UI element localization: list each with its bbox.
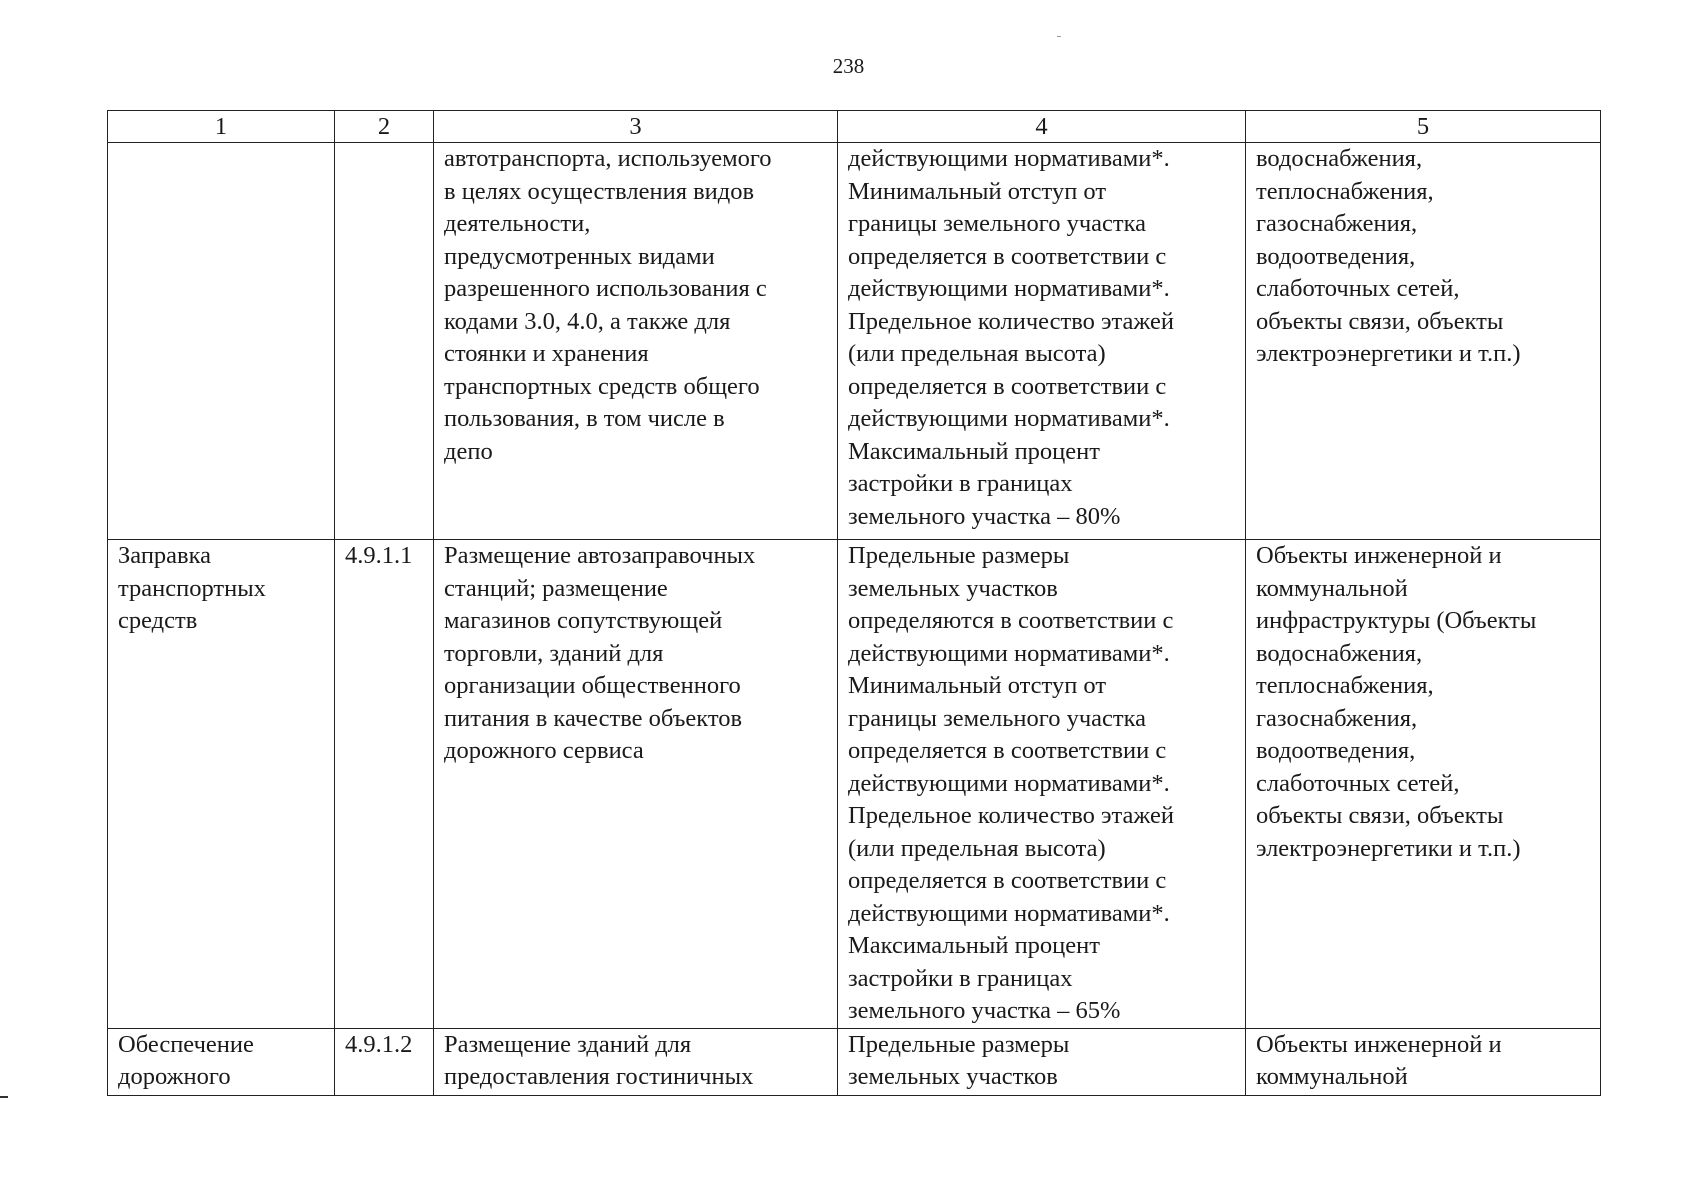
table-row [108,1028,1601,1095]
cell-use-name [108,1028,335,1095]
cell-parameters [838,540,1246,1029]
scan-artifact-mark [0,1096,8,1098]
table-header-row [108,111,1601,143]
column-header-1: 1 [108,111,335,143]
cell-parameters [838,143,1246,540]
table-row [108,143,1601,540]
cell-auxiliary [1246,540,1601,1029]
scan-artifact-mark [1057,36,1061,37]
column-header-2: 2 [335,111,434,143]
auxiliary-text: Объекты инженерной и коммунальной инфраструктуры (Объекты водоснабжения, теплоснабжения, газоснабжения, водоотведения, слаботочных сетей, объекты связи, объекты электроэнергетики и т.п.) [1256,542,1537,862]
description-text: Размещение автозаправочных станций; размещение магазинов сопутствующей торговли, зданий для организации общественного питания в качестве объектов дорожного сервиса [444,542,756,764]
cell-parameters [838,1028,1246,1095]
cell-description [434,1028,838,1095]
auxiliary-text: Объекты инженерной и коммунальной [1256,1030,1502,1090]
page-number: 238 [832,54,865,78]
description-text: Размещение зданий для предоставления гостиничных [444,1030,754,1090]
use-code-text: 4.9.1.1 [345,542,413,569]
use-name-text: Обеспечение дорожного [118,1030,254,1090]
cell-use-name [108,143,335,540]
table-row [108,540,1601,1029]
parameters-text: Предельные размеры земельных участков [848,1030,1070,1090]
cell-use-name [108,540,335,1029]
column-header-5: 5 [1246,111,1601,143]
cell-use-code [335,143,434,540]
cell-use-code [335,1028,434,1095]
use-code-text: 4.9.1.2 [345,1030,413,1058]
cell-description [434,143,838,540]
parameters-text: действующими нормативами*. Минимальный отступ от границы земельного участка определяется в соответствии с действующими нормативами*. Предельное количество этажей (или предельная высота) определяется в соответствии с действующими нормативами*. Максимальный процент застройки в границах земельного участка – 80% [848,145,1174,530]
cell-description [434,540,838,1029]
column-header-4: 4 [838,111,1246,143]
land-use-table [107,110,1601,1096]
use-name-text: Заправка транспортных средств [118,542,266,634]
column-header-3: 3 [434,111,838,143]
description-text: автотранспорта, используемого в целях осуществления видов деятельности, предусмотренных видами разрешенного использования с кодами 3.0, 4.0, а также для стоянки и хранения транспортных средств общего пользования, в том числе в депо [444,145,772,465]
cell-auxiliary [1246,1028,1601,1095]
parameters-text: Предельные размеры земельных участков определяются в соответствии с действующими нормативами*. Минимальный отступ от границы земельного участка определяется в соответствии с действующими нормативами*. Предельное количество этажей (или предельная высота) определяется в соответствии с действующими нормативами*. Максимальный процент застройки в границах земельного участка – 65% [848,542,1174,1024]
cell-use-code [335,540,434,1029]
cell-auxiliary [1246,143,1601,540]
auxiliary-text: водоснабжения, теплоснабжения, газоснабжения, водоотведения, слаботочных сетей, объекты связи, объекты электроэнергетики и т.п.) [1256,145,1521,367]
